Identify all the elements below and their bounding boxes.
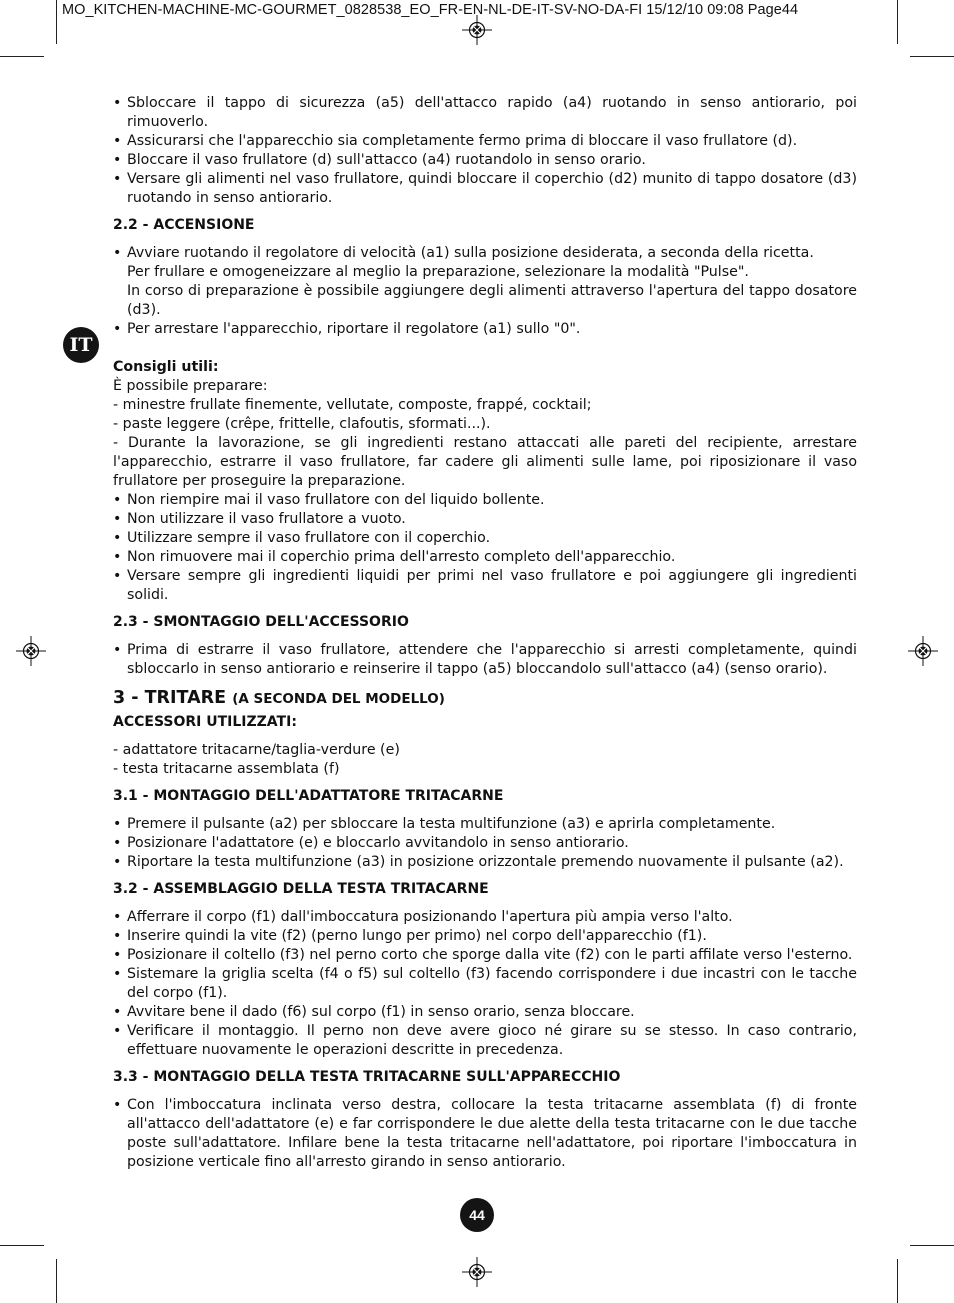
accessory-line: - testa tritacarne assemblata (f) [113,761,340,777]
accessory-line: - adattatore tritacarne/taglia-verdure (e) [113,742,400,758]
page-number-badge: 44 [460,1198,494,1232]
section-heading-3-2: 3.2 - ASSEMBLAGGIO DELLA TESTA TRITACARNE [113,881,489,897]
section-heading-3-3: 3.3 - MONTAGGIO DELLA TESTA TRITACARNE SULL'APPARECCHIO [113,1069,621,1085]
list-item-subline: In corso di preparazione è possibile aggiungere degli alimenti attraverso l'apertura del tappo dosatore (d3). [127,283,857,318]
crop-mark [0,56,44,57]
language-tab: IT [63,327,99,363]
print-header: MO_KITCHEN-MACHINE-MC-GOURMET_0828538_EO_FR-EN-NL-DE-IT-SV-NO-DA-FI 15/12/10 09:08 Page44 [62,2,799,18]
list-item: • Verificare il montaggio. Il perno non deve avere gioco né girare su se stesso. In caso contrario, effettuare nuovamente le operazioni descritte in precedenza. [113,1022,857,1060]
section-3-1-list [113,815,857,872]
registration-mark-icon [16,636,46,666]
list-item: • Utilizzare sempre il vaso frullatore con il coperchio. [113,529,857,548]
accessories-heading: ACCESSORI UTILIZZATI: [113,714,297,730]
crop-mark [897,0,898,44]
tips-line: - Durante la lavorazione, se gli ingredienti restano attaccati alle pareti del recipiente, arrestare l'apparecchio, estrarre il vaso frullatore, far cadere gli alimenti sulle lame, poi riposizionare il vaso frullatore per proseguire la preparazione. [113,435,857,489]
top-bullet-list [113,94,857,208]
crop-mark [910,56,954,57]
section-3-2-list [113,908,857,1060]
registration-mark-icon [462,15,492,45]
tips-line: È possibile preparare: [113,378,268,394]
list-item: • Avvitare bene il dado (f6) sul corpo (f1) in senso orario, senza bloccare. [113,1003,857,1022]
chapter-title: 3 - TRITARE [113,688,227,708]
list-item: • Sistemare la griglia scelta (f4 o f5) sul coltello (f3) facendo corrispondere i due incastri con le tacche del corpo (f1). [113,965,857,1003]
list-item: • Non rimuovere mai il coperchio prima dell'arresto completo dell'apparecchio. [113,548,857,567]
section-heading-2-2: 2.2 - ACCENSIONE [113,217,255,233]
list-item: • Riportare la testa multifunzione (a3) in posizione orizzontale premendo nuovamente il pulsante (a2). [113,853,857,872]
list-item: • Per arrestare l'apparecchio, riportare il regolatore (a1) sullo "0". [113,320,857,339]
list-item: • Sbloccare il tappo di sicurezza (a5) dell'attacco rapido (a4) ruotando in senso antiorario, poi rimuoverlo. [113,94,857,132]
crop-mark [910,1245,954,1246]
section-heading-3-1: 3.1 - MONTAGGIO DELL'ADATTATORE TRITACARNE [113,788,504,804]
crop-mark [56,1259,57,1303]
registration-mark-icon [908,636,938,666]
list-item [113,244,857,320]
list-item-subline: Per frullare e omogeneizzare al meglio la preparazione, selezionare la modalità "Pulse". [127,264,749,280]
list-item: • Posizionare l'adattatore (e) e bloccarlo avvitandolo in senso antiorario. [113,834,857,853]
list-item: • Non riempire mai il vaso frullatore con del liquido bollente. [113,491,857,510]
tips-bullet-list [113,491,857,605]
crop-mark [897,1259,898,1303]
chapter-title-suffix: (A SECONDA DEL MODELLO) [232,691,445,707]
crop-mark [56,0,57,44]
page-content [113,94,857,1172]
list-item: • Versare gli alimenti nel vaso frullatore, quindi bloccare il coperchio (d2) munito di tappo dosatore (d3) ruotando in senso antiorario. [113,170,857,208]
section-heading-2-3: 2.3 - SMONTAGGIO DELL'ACCESSORIO [113,614,409,630]
list-item: • Con l'imboccatura inclinata verso destra, collocare la testa tritacarne assemblata (f) di fronte all'attacco dell'adattatore (e) e far corrispondere le due alette della testa tritacarne con le due tacche poste sull'adattatore. Infilare bene la testa tritacarne nell'adattatore, poi riportare l'imboccatura in posizione verticale fino all'arresto girando in senso antiorario. [113,1096,857,1172]
section-3-3-list [113,1096,857,1172]
list-item: • Versare sempre gli ingredienti liquidi per primi nel vaso frullatore e poi aggiungere gli ingredienti solidi. [113,567,857,605]
list-item: • Assicurarsi che l'apparecchio sia completamente fermo prima di bloccare il vaso frullatore (d). [113,132,857,151]
tips-line: - minestre frullate finemente, vellutate, composte, frappé, cocktail; [113,397,592,413]
tips-heading: Consigli utili: [113,359,219,375]
list-item: • Premere il pulsante (a2) per sbloccare la testa multifunzione (a3) e aprirla completamente. [113,815,857,834]
chapter-heading-3 [113,689,857,709]
list-item: • Afferrare il corpo (f1) dall'imboccatura posizionando l'apertura più ampia verso l'alto. [113,908,857,927]
crop-mark [0,1245,44,1246]
registration-mark-icon [462,1257,492,1287]
list-item: • Prima di estrarre il vaso frullatore, attendere che l'apparecchio si arresti completamente, quindi sbloccarlo in senso antiorario e reinserire il tappo (a5) bloccandolo sull'attacco (a4) (senso orario). [113,641,857,679]
section-2-2-list [113,244,857,339]
list-item-text: Avviare ruotando il regolatore di velocità (a1) sulla posizione desiderata, a seconda della ricetta. [127,245,814,261]
list-item: • Posizionare il coltello (f3) nel perno corto che sporge dalla vite (f2) con le parti affilate verso l'esterno. [113,946,857,965]
section-2-3-list [113,641,857,679]
list-item: • Non utilizzare il vaso frullatore a vuoto. [113,510,857,529]
list-item: • Bloccare il vaso frullatore (d) sull'attacco (a4) ruotandolo in senso orario. [113,151,857,170]
list-item: • Inserire quindi la vite (f2) (perno lungo per primo) nel corpo dell'apparecchio (f1). [113,927,857,946]
tips-line: - paste leggere (crêpe, frittelle, clafoutis, sformati...). [113,416,491,432]
